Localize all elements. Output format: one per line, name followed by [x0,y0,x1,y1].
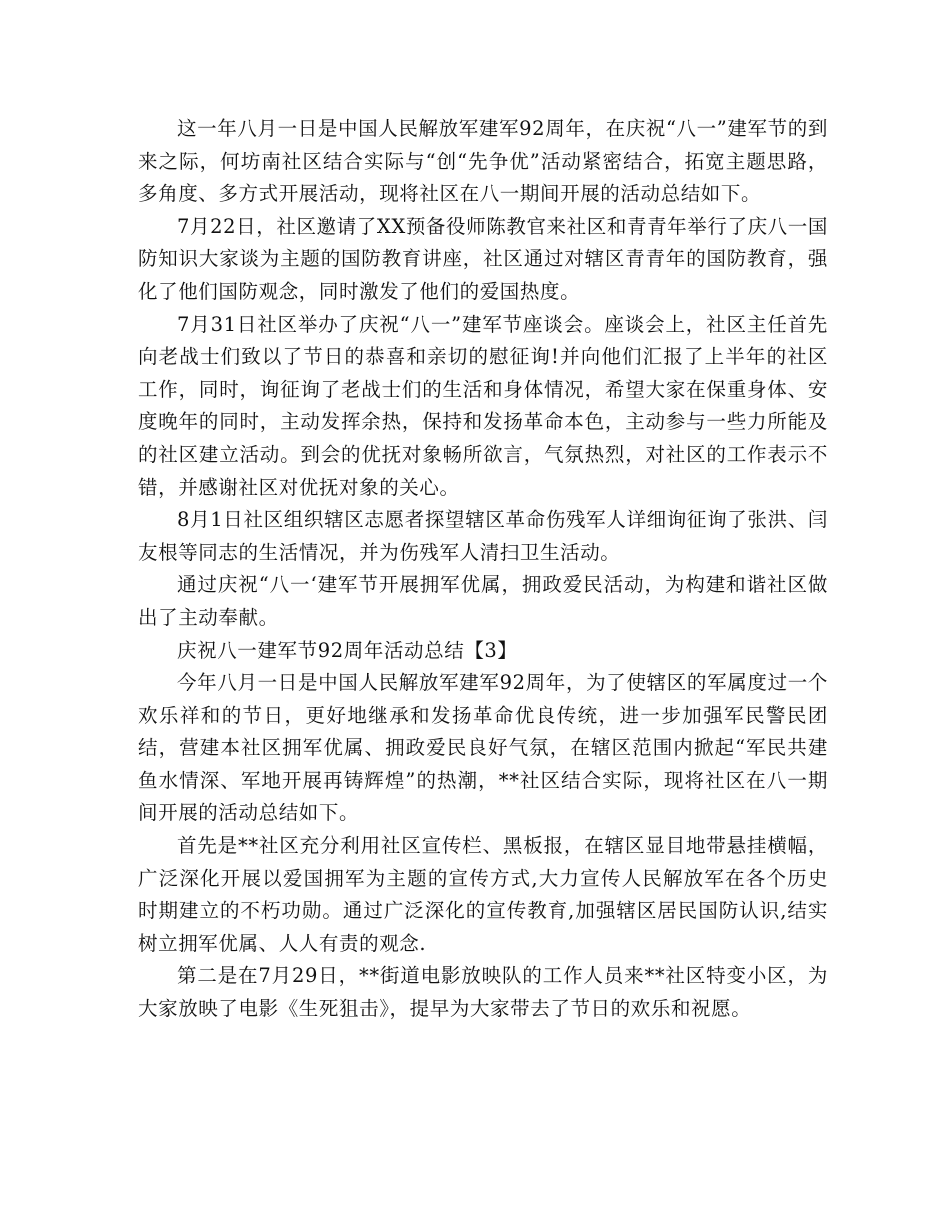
paragraph-intro: 这一年八月一日是中国人民解放军建军92周年，在庆祝“八一”建军节的到来之际，何坊南社区结合实际与“创“先争优”活动紧密结合，拓宽主题思路，多角度、多方式开展活动，现将社区在八一期间开展的活动总结如下。 [138,117,828,206]
paragraph-first: 首先是**社区充分利用社区宣传栏、黑板报，在辖区显目地带悬挂横幅，广泛深化开展以爱国拥军为主题的宣传方式,大力宣传人民解放军在各个历史时期建立的不朽功勋。通过广泛深化的宣传教育,加强辖区居民国防认识,结实树立拥军优属、人人有责的观念. [138,834,828,955]
section-heading: 庆祝八一建军节92周年活动总结【3】 [177,638,518,662]
paragraph-aug-1: 8月1日社区组织辖区志愿者探望辖区革命伤残军人详细询征询了张洪、闫友根等同志的生活情况，并为伤残军人清扫卫生活动。 [138,508,828,564]
paragraph-july-22: 7月22日，社区邀请了XX预备役师陈教官来社区和青青年举行了庆八一国防知识大家谈为主题的国防教育讲座，社区通过对辖区青青年的国防教育，强化了他们国防观念，同时激发了他们的爱国热度。 [138,214,828,303]
paragraph-second: 第二是在7月29日，**街道电影放映队的工作人员来**社区特变小区，为大家放映了电影《生死狙击》，提早为大家带去了节日的欢乐和祝愿。 [138,964,828,1021]
paragraph-section3-intro: 今年八月一日是中国人民解放军建军92周年，为了使辖区的军属度过一个欢乐祥和的节日，更好地继承和发扬革命优良传统，进一步加强军民警民团结，营建本社区拥军优属、拥政爱民良好气氛，在辖区范围内掀起“军民共建鱼水情深、军地开展再铸辉煌”的热潮，**社区结合实际，现将社区在八一期间开展的活动总结如下。 [138,671,828,825]
paragraph-july-31: 7月31日社区举办了庆祝“八一”建军节座谈会。座谈会上，社区主任首先向老战士们致以了节日的恭喜和亲切的慰征询!并向他们汇报了上半年的社区工作，同时，询征询了老战士们的生活和身体情况，希望大家在保重身体、安度晚年的同时，主动发挥余热，保持和发扬革命本色，主动参与一些力所能及的社区建立活动。到会的优抚对象畅所欲言，气氛热烈，对社区的工作表示不错，并感谢社区对优抚对象的关心。 [138,312,828,499]
paragraph-conclusion: 通过庆祝“八一‘建军节开展拥军优属，拥政爱民活动，为构建和谐社区做出了主动奉献。 [138,573,828,629]
document-body [138,113,828,1026]
